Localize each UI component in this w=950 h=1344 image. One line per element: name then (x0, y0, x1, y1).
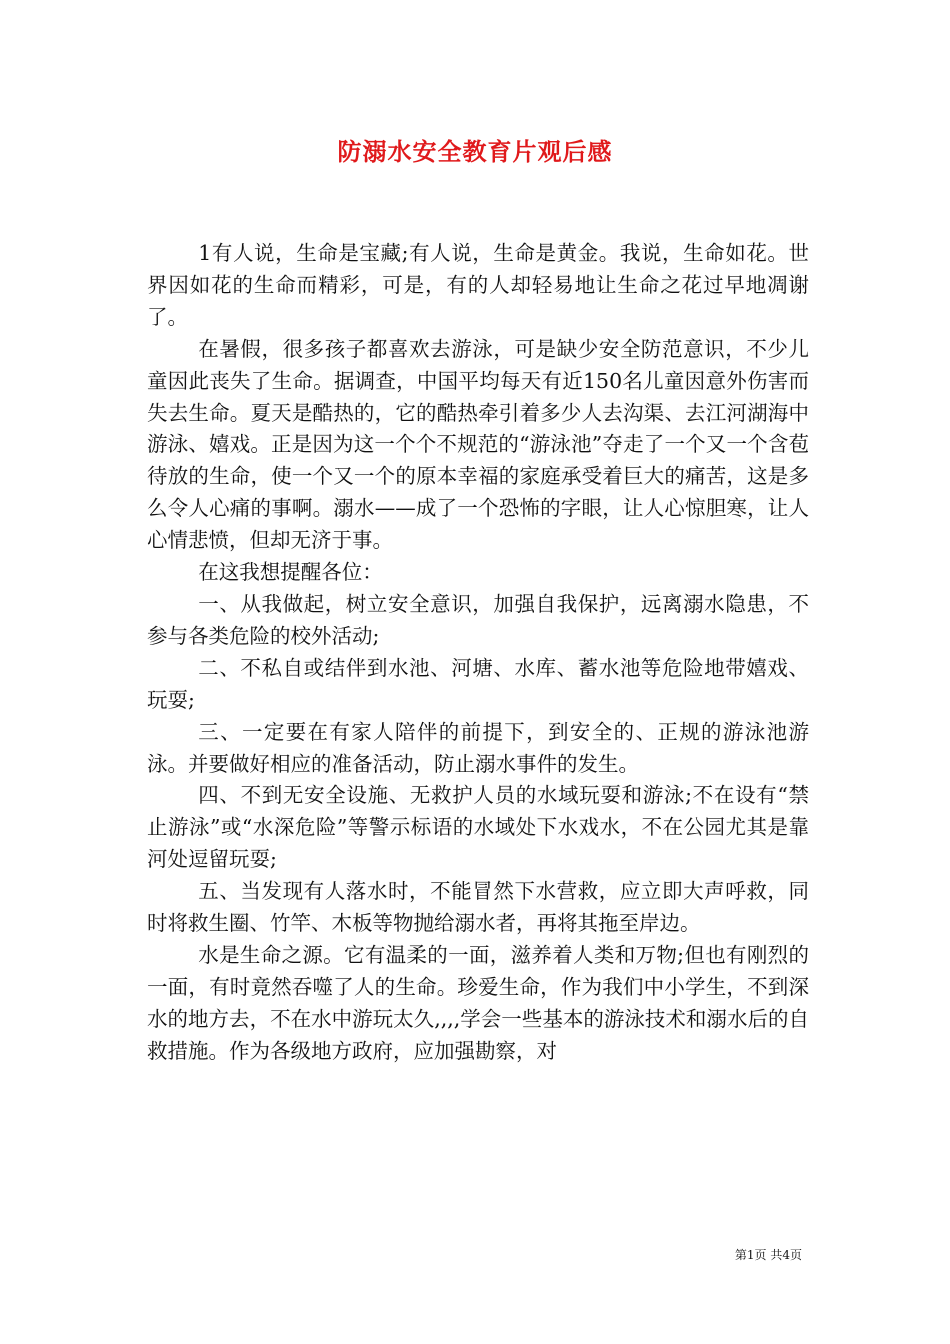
page-number-footer: 第1页 共4页 (734, 1248, 802, 1262)
paragraph-8: 五、当发现有人落水时，不能冒然下水营救，应立即大声呼救，同时将救生圈、竹竿、木板等物抛给溺水者，再将其拖至岸边。 (147, 879, 809, 936)
paragraph-9: 水是生命之源。它有温柔的一面，滋养着人类和万物;但也有刚烈的一面，有时竟然吞噬了人的生命。珍爱生命，作为我们中小学生，不到深水的地方去，不在水中游玩太久,,,,学会一些基本的游泳技术和溺水后的自救措施。作为各级地方政府，应加强勘察，对 (147, 942, 809, 1063)
paragraph-4: 一、从我做起，树立安全意识，加强自我保护，远离溺水隐患，不参与各类危险的校外活动; (147, 591, 809, 648)
paragraph-3: 在这我想提醒各位： (198, 560, 383, 585)
paragraph-2: 在暑假，很多孩子都喜欢去游泳，可是缺少安全防范意识，不少儿童因此丧失了生命。据调查，中国平均每天有近150名儿童因意外伤害而失去生命。夏天是酷热的，它的酷热牵引着多少人去沟渠、去江河湖海中游泳、嬉戏。正是因为这一个个不规范的“游泳池”夺走了一个又一个含苞待放的生命，使一个又一个的原本幸福的家庭承受着巨大的痛苦，这是多么令人心痛的事啊。溺水——成了一个恐怖的字眼，让人心惊胆寒，让人心情悲愤，但却无济于事。 (147, 336, 809, 553)
document-title: 防溺水安全教育片观后感 (337, 137, 613, 166)
paragraph-7: 四、不到无安全设施、无救护人员的水域玩耍和游泳;不在设有“禁止游泳”或“水深危险”等警示标语的水域处下水戏水，不在公园尤其是靠河处逗留玩耍; (147, 783, 809, 872)
paragraph-1: 1有人说，生命是宝藏;有人说，生命是黄金。我说，生命如花。世界因如花的生命而精彩，可是，有的人却轻易地让生命之花过早地凋谢了。 (147, 241, 809, 329)
document-body (147, 238, 809, 1068)
paragraph-5: 二、不私自或结伴到水池、河塘、水库、蓄水池等危险地带嬉戏、玩耍; (147, 655, 809, 712)
paragraph-6: 三、一定要在有家人陪伴的前提下，到安全的、正规的游泳池游泳。并要做好相应的准备活动，防止溺水事件的发生。 (147, 719, 809, 776)
